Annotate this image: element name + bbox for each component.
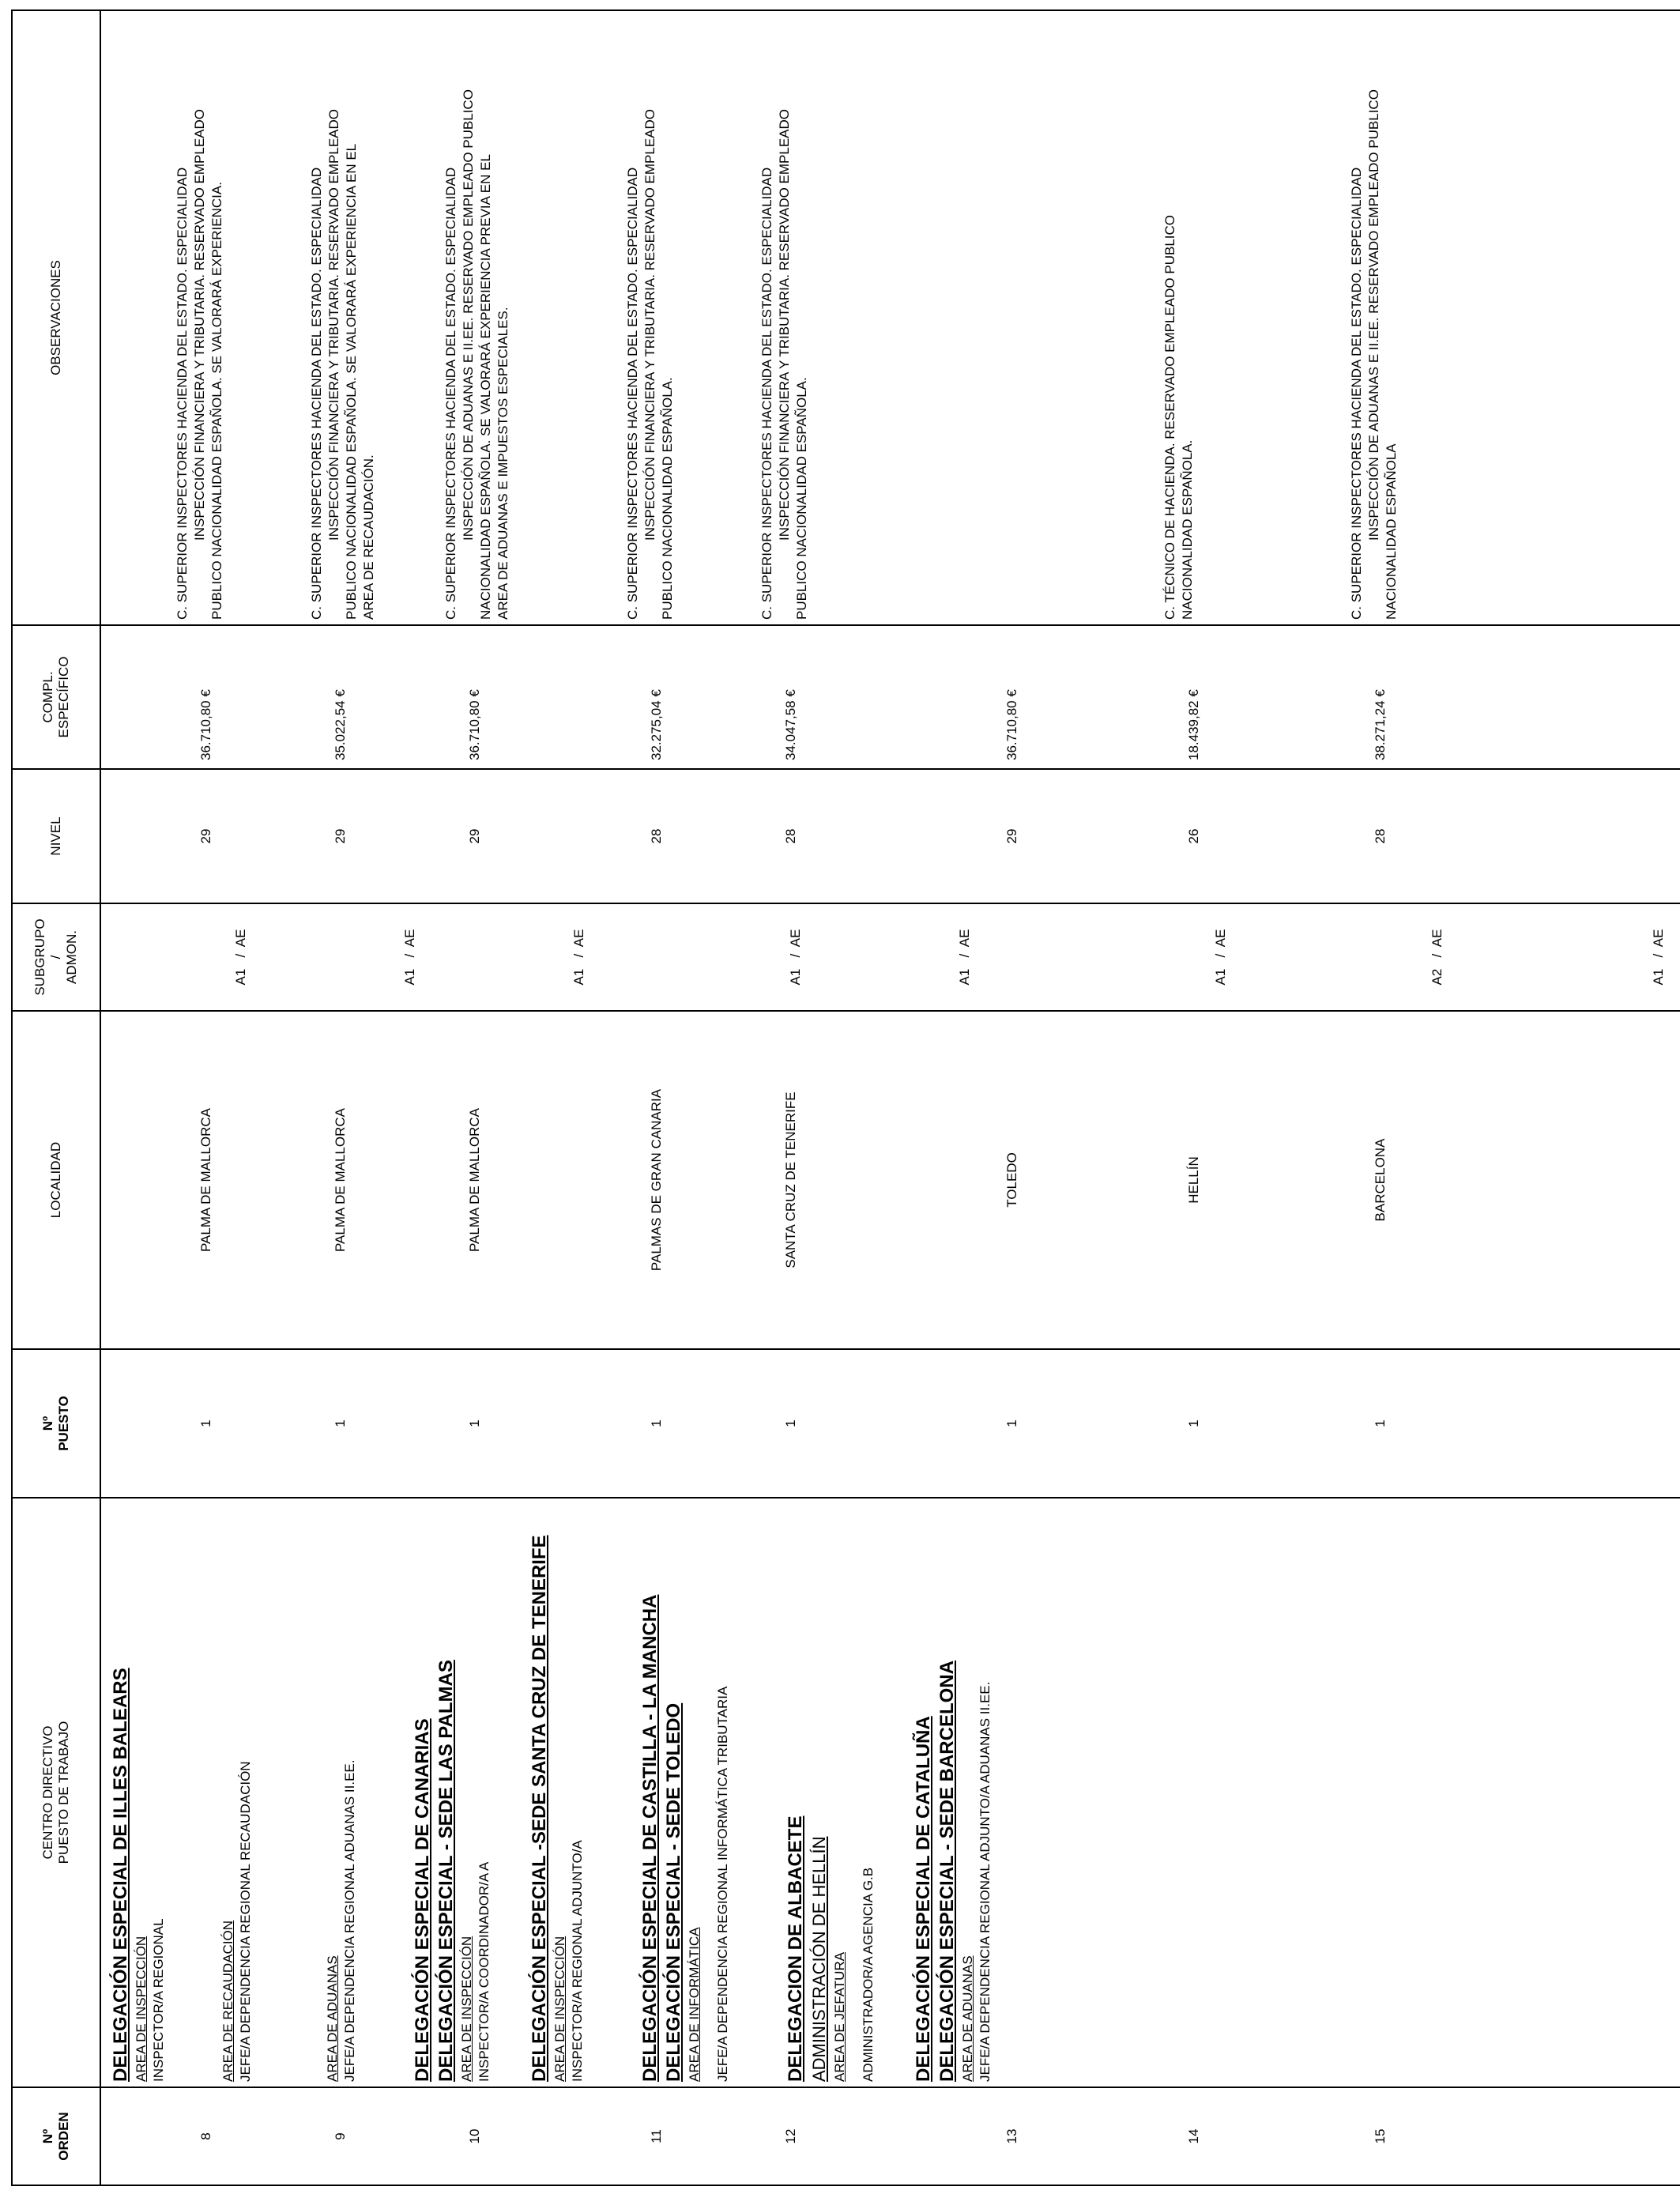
row-12-localidad: SANTA CRUZ DE TENERIFE [783, 1091, 798, 1269]
row-14-localidad: HELLÍN [1186, 1156, 1201, 1204]
row-8-orden: 8 [198, 2132, 213, 2140]
heading-baleares: DELEGACIÓN ESPECIAL DE ILLES BALEARS [110, 1668, 131, 2082]
row-15-subgrupo: A1 / AE [1651, 929, 1666, 986]
row-12-orden: 12 [783, 2128, 798, 2144]
row-9-observaciones: C. SUPERIOR INSPECTORES HACIENDA DEL ESTADO. ESPECIALIDAD INSPECCIÓN FINANCIERA Y TRIBUTARIA. RESERVADO EMPLEADO PUBLICO NACIONALIDAD ESPAÑOLA. SE VALORARÁ EXPERIENCIA EN EL AREA DE RECAUDACIÓN. [309, 108, 376, 620]
row-13-observaciones [940, 19, 1122, 620]
row-12-subgrupo: A1 / AE [957, 929, 972, 986]
header-subgrupo: SUBGRUPO / ADMON. [12, 903, 100, 1011]
row-8-subgrupo: A1 / AE [233, 929, 248, 986]
col-subgrupo [100, 903, 1680, 1011]
heading-cataluna: DELEGACIÓN ESPECIAL DE CATALUÑA [913, 1716, 934, 2082]
header-row [12, 10, 100, 2185]
row-9-orden: 9 [333, 2132, 348, 2140]
area-aduanas-barcelona: AREA DE ADUANAS [960, 1955, 975, 2082]
col-observaciones [100, 10, 1680, 625]
row-11-observaciones: C. SUPERIOR INSPECTORES HACIENDA DEL ESTADO. ESPECIALIDAD INSPECCIÓN FINANCIERA Y TRIBUTARIA. RESERVADO EMPLEADO PUBLICO NACIONALIDAD ESPAÑOLA. [625, 108, 675, 620]
heading-tenerife: DELEGACIÓN ESPECIAL -SEDE SANTA CRUZ DE TENERIFE [529, 1535, 550, 2082]
heading-castilla: DELEGACIÓN ESPECIAL DE CASTILLA - LA MANCHA [639, 1594, 661, 2082]
row-9-compl: 35.022,54 € [333, 689, 348, 760]
row-11-compl: 32.275,04 € [649, 689, 664, 760]
row-15-nivel: 28 [1373, 828, 1388, 844]
row-15-puesto: JEFE/A DEPENDENCIA REGIONAL ADJUNTO/A ADUANAS II.EE. [977, 1681, 993, 2082]
row-13-num: 1 [1004, 1419, 1019, 1427]
row-13-puesto: JEFE/A DEPENDENCIA REGIONAL INFORMÁTICA TRIBUTARIA [715, 1686, 730, 2082]
col-compl [100, 625, 1680, 769]
row-14-observaciones: C. TÉCNICO DE HACIENDA. RESERVADO EMPLEADO PUBLICO NACIONALIDAD ESPAÑOLA. [1162, 214, 1195, 620]
row-8-num: 1 [198, 1419, 213, 1427]
row-11-puesto: INSPECTOR/A COORDINADOR/A A [477, 1861, 492, 2082]
area-inspeccion-las-palmas: AREA DE INSPECCIÓN [459, 1936, 474, 2082]
area-informatica: AREA DE INFORMÁTICA [687, 1927, 702, 2082]
row-8-compl: 36.710,80 € [198, 689, 213, 760]
row-15-compl: 38.271,24 € [1373, 689, 1388, 760]
row-11-num: 1 [649, 1419, 664, 1427]
row-9-nivel: 29 [333, 828, 348, 844]
header-compl: COMPL. ESPECÍFICO [12, 625, 100, 769]
row-10-orden: 10 [467, 2128, 482, 2144]
area-jefatura: AREA DE JEFATURA [832, 1951, 847, 2082]
heading-albacete: DELEGACION DE ALBACETE [785, 1815, 806, 2082]
rotated-table-wrapper [11, 11, 1666, 2186]
row-12-nivel: 28 [783, 828, 798, 844]
header-centro: CENTRO DIRECTIVO PUESTO DE TRABAJO [12, 1498, 100, 2087]
row-13-localidad: TOLEDO [1004, 1152, 1019, 1208]
row-9-localidad: PALMA DE MALLORCA [333, 1107, 348, 1253]
header-observaciones: OBSERVACIONES [12, 10, 100, 625]
row-15-orden: 15 [1373, 2128, 1388, 2144]
row-8-observaciones: C. SUPERIOR INSPECTORES HACIENDA DEL ESTADO. ESPECIALIDAD INSPECCIÓN FINANCIERA Y TRIBUTARIA. RESERVADO EMPLEADO PUBLICO NACIONALIDAD ESPAÑOLA. SE VALORARÁ EXPERIENCIA. [175, 108, 224, 620]
row-10-observaciones: C. SUPERIOR INSPECTORES HACIENDA DEL ESTADO. ESPECIALIDAD INSPECCIÓN DE ADUANAS E II.EE. RESERVADO EMPLEADO PUBLICO NACIONALIDAD ESPAÑOLA. SE VALORARÁ EXPERIENCIA PREVIA EN EL AREA DE ADUANAS E IMPUESTOS ESPECIALES. [443, 89, 510, 620]
row-11-subgrupo: A1 / AE [788, 929, 803, 986]
row-11-orden: 11 [649, 2129, 664, 2143]
area-inspeccion-tenerife: AREA DE INSPECCIÓN [552, 1936, 567, 2082]
heading-canarias: DELEGACIÓN ESPECIAL DE CANARIAS [412, 1718, 433, 2082]
col-centro [100, 1498, 1680, 2087]
row-12-compl: 34.047,58 € [783, 689, 798, 760]
heading-barcelona: DELEGACIÓN ESPECIAL - SEDE BARCELONA [936, 1661, 958, 2082]
header-orden: Nº ORDEN [12, 2087, 100, 2185]
row-11-localidad: PALMAS DE GRAN CANARIA [649, 1088, 664, 1272]
heading-las-palmas: DELEGACIÓN ESPECIAL - SEDE LAS PALMAS [435, 1660, 457, 2082]
col-nivel [100, 769, 1680, 903]
row-15-localidad: BARCELONA [1373, 1138, 1388, 1222]
col-num-puesto [100, 1349, 1680, 1498]
header-puesto: Nº PUESTO [12, 1349, 100, 1498]
row-9-puesto: JEFE/A DEPENDENCIA REGIONAL RECAUDACIÓN [238, 1761, 253, 2082]
row-12-observaciones: C. SUPERIOR INSPECTORES HACIENDA DEL ESTADO. ESPECIALIDAD INSPECCIÓN FINANCIERA Y TRIBUTARIA. RESERVADO EMPLEADO PUBLICO NACIONALIDAD ESPAÑOLA. [759, 108, 809, 620]
row-10-puesto: JEFE/A DEPENDENCIA REGIONAL ADUANAS II.EE. [342, 1759, 357, 2082]
row-10-compl: 36.710,80 € [467, 689, 482, 760]
col-orden [100, 2087, 1680, 2185]
row-9-num: 1 [333, 1419, 348, 1427]
area-recaudacion: AREA DE RECAUDACIÓN [220, 1920, 235, 2082]
row-12-puesto: INSPECTOR/A REGIONAL ADJUNTO/A [570, 1840, 585, 2082]
row-14-orden: 14 [1186, 2128, 1201, 2144]
row-10-subgrupo: A1 / AE [571, 929, 586, 986]
row-8-localidad: PALMA DE MALLORCA [198, 1107, 213, 1253]
row-15-num: 1 [1373, 1419, 1388, 1427]
row-8-nivel: 29 [198, 828, 213, 844]
area-aduanas-baleares: AREA DE ADUANAS [325, 1955, 340, 2082]
header-nivel: NIVEL [12, 769, 100, 903]
row-9-subgrupo: A1 / AE [402, 929, 417, 986]
row-13-compl: 36.710,80 € [1004, 689, 1019, 760]
row-11-nivel: 28 [649, 828, 664, 844]
row-13-nivel: 29 [1004, 828, 1019, 844]
area-inspeccion-baleares: AREA DE INSPECCIÓN [134, 1936, 149, 2082]
body-row [100, 10, 1680, 2185]
row-14-subgrupo: A2 / AE [1430, 929, 1445, 986]
heading-toledo: DELEGACIÓN ESPECIAL - SEDE TOLEDO [663, 1702, 684, 2082]
col-localidad [100, 1011, 1680, 1349]
row-10-localidad: PALMA DE MALLORCA [467, 1107, 482, 1253]
row-13-orden: 13 [1004, 2128, 1019, 2144]
heading-hellin: ADMINISTRACIÓN DE HELLÍN [809, 1836, 829, 2082]
row-12-num: 1 [783, 1419, 798, 1427]
row-10-nivel: 29 [467, 828, 482, 844]
row-13-subgrupo: A1 / AE [1213, 929, 1228, 986]
row-14-num: 1 [1186, 1419, 1201, 1427]
row-10-num: 1 [467, 1419, 482, 1427]
job-positions-table [11, 9, 1680, 2186]
row-14-compl: 18.439,82 € [1186, 689, 1201, 760]
row-8-puesto: INSPECTOR/A REGIONAL [151, 1918, 166, 2082]
header-localidad: LOCALIDAD [12, 1011, 100, 1349]
row-15-observaciones: C. SUPERIOR INSPECTORES HACIENDA DEL ESTADO. ESPECIALIDAD INSPECCIÓN DE ADUANAS E II.EE. RESERVADO EMPLEADO PUBLICO NACIONALIDAD ESPAÑOLA [1349, 89, 1399, 620]
row-14-nivel: 26 [1186, 828, 1201, 844]
row-14-puesto: ADMINISTRADOR/A AGENCIA G.B [861, 1867, 876, 2082]
